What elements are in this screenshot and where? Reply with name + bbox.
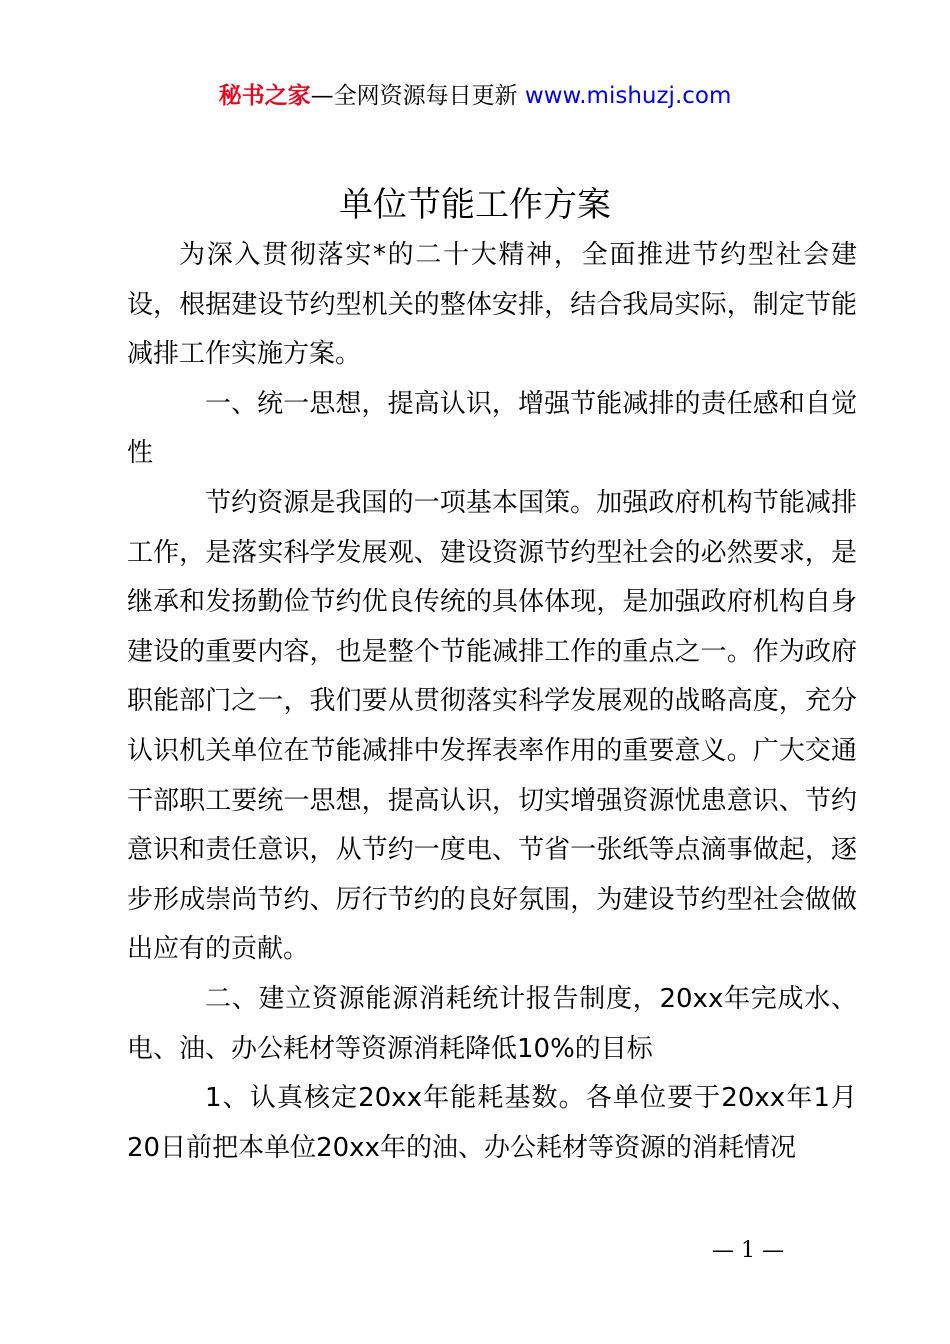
brand-name: 秘书之家 — [218, 83, 311, 109]
page-number: — 1 — — [712, 1238, 784, 1263]
document-body — [127, 231, 857, 1173]
section-1-paragraph: 节约资源是我国的一项基本国策。加强政府机构节能减排工作，是落实科学发展观、建设资源节约型社会的必然要求，是继承和发扬勤俭节约优良传统的具体体现，是加强政府机构自身建设的重要内容，也是整个节能减排工作的重点之一。作为政府职能部门之一，我们要从贯彻落实科学发展观的战略高度，充分认识机关单位在节能减排中发挥表率作用的重要意义。广大交通干部职工要统一思想，提高认识，切实增强资源忧患意识、节约意识和责任意识，从节约一度电、节省一张纸等点滴事做起，逐步形成崇尚节约、厉行节约的良好氛围，为建设节约型社会做做出应有的贡献。 — [127, 487, 857, 965]
site-slogan: —全网资源每日更新 — [310, 83, 518, 109]
site-url-link[interactable]: www.mishuzj.com — [524, 83, 732, 109]
document-title: 单位节能工作方案 — [339, 185, 611, 225]
site-header — [0, 78, 950, 114]
section-2-item-1: 1、认真核定20xx年能耗基数。各单位要于20xx年1月20日前把本单位20xx年的油、办公耗材等资源的消耗情况 — [127, 1083, 857, 1163]
section-heading-1: 一、统一思想，提高认识，增强节能减排的责任感和自觉性 — [127, 388, 857, 469]
section-heading-2: 二、建立资源能源消耗统计报告制度，20xx年完成水、电、油、办公耗材等资源消耗降低10%的目标 — [127, 983, 857, 1064]
intro-paragraph: 为深入贯彻落实*的二十大精神，全面推进节约型社会建设，根据建设节约型机关的整体安排，结合我局实际，制定节能减排工作实施方案。 — [127, 240, 857, 370]
